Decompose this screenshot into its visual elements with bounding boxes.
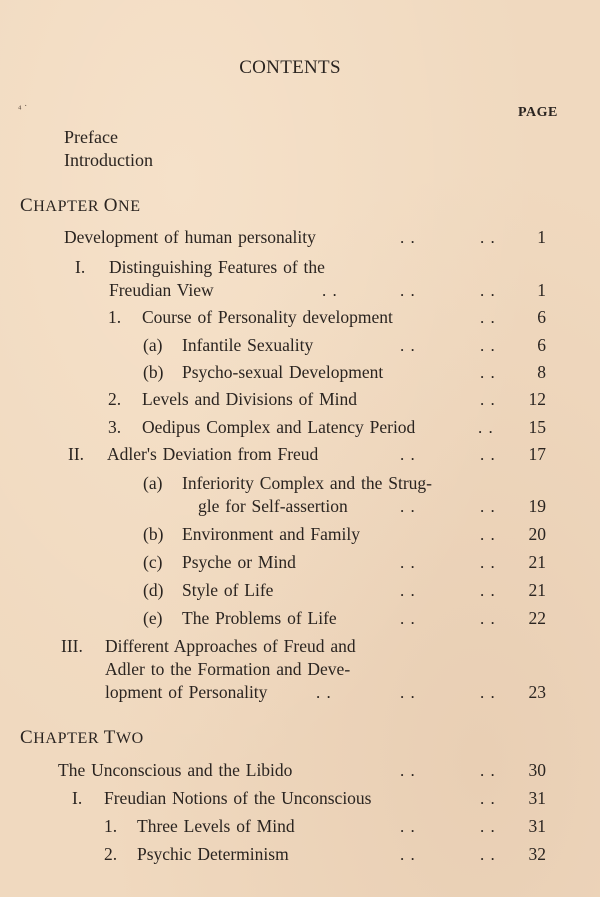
leader-dots: . . bbox=[400, 845, 416, 864]
margin-mark: ⁴ ˙ bbox=[18, 104, 28, 115]
leader-dots: . . bbox=[480, 497, 496, 516]
toc-entry-text: Psycho-sexual Development bbox=[182, 362, 384, 382]
leader-dots: . . bbox=[400, 228, 416, 247]
toc-entry-text: Distinguishing Features of the bbox=[109, 257, 325, 277]
toc-entry-text: Adler's Deviation from Freud bbox=[107, 444, 319, 464]
toc-page-number: 21 bbox=[528, 552, 546, 572]
toc-page-number: 22 bbox=[528, 608, 546, 628]
toc-entry-text: Oedipus Complex and Latency Period bbox=[142, 417, 416, 437]
toc-entry-number: (b) bbox=[143, 524, 164, 544]
page-column-label: PAGE bbox=[518, 105, 558, 120]
toc-page-number: 19 bbox=[528, 496, 546, 516]
toc-entry-number: 3. bbox=[108, 417, 122, 437]
leader-dots: . . bbox=[480, 525, 496, 544]
leader-dots: . . bbox=[480, 553, 496, 572]
page-title: CONTENTS bbox=[239, 57, 341, 78]
toc-page-number: 21 bbox=[528, 580, 546, 600]
toc-entry-text: lopment of Personality bbox=[105, 682, 268, 702]
toc-entry-number: I. bbox=[75, 257, 86, 277]
toc-entry-text: Adler to the Formation and Deve- bbox=[105, 659, 351, 679]
toc-entry-number: (b) bbox=[143, 362, 164, 382]
chapter-two-heading: CHAPTER TWO bbox=[20, 727, 144, 748]
leader-dots: . . bbox=[480, 845, 496, 864]
leader-dots: . . bbox=[400, 497, 416, 516]
leader-dots: . . bbox=[400, 609, 416, 628]
toc-entry-number: I. bbox=[72, 788, 83, 808]
leader-dots: . . bbox=[480, 761, 496, 780]
toc-page-number: 8 bbox=[537, 362, 546, 382]
toc-page-number: 12 bbox=[528, 389, 546, 409]
leader-dots: . . bbox=[400, 336, 416, 355]
toc-entry-text: The Problems of Life bbox=[182, 608, 337, 628]
front-matter-preface: Preface bbox=[64, 127, 118, 147]
leader-dots: . . bbox=[480, 683, 496, 702]
toc-entry-number: (a) bbox=[143, 473, 163, 493]
leader-dots: . . bbox=[400, 581, 416, 600]
leader-dots: . . bbox=[400, 553, 416, 572]
toc-page-number: 6 bbox=[537, 307, 546, 327]
toc-page-number: 31 bbox=[528, 816, 546, 836]
leader-dots: . . bbox=[400, 761, 416, 780]
leader-dots: . . bbox=[400, 683, 416, 702]
toc-entry-text: Development of human personality bbox=[64, 227, 316, 247]
toc-entry-number: 2. bbox=[104, 844, 118, 864]
toc-entry-text: Different Approaches of Freud and bbox=[105, 636, 356, 656]
toc-entry-text: The Unconscious and the Libido bbox=[58, 760, 293, 780]
toc-page-number: 17 bbox=[528, 444, 546, 464]
toc-page-number: 31 bbox=[528, 788, 546, 808]
toc-entry-text: Freudian Notions of the Unconscious bbox=[104, 788, 372, 808]
toc-entry-text: Inferiority Complex and the Strug- bbox=[182, 473, 432, 493]
toc-entry-number: (a) bbox=[143, 335, 163, 355]
toc-entry-text: Psyche or Mind bbox=[182, 552, 296, 572]
toc-page-number: 32 bbox=[528, 844, 546, 864]
leader-dots: . . bbox=[480, 228, 496, 247]
toc-page-number: 6 bbox=[537, 335, 546, 355]
leader-dots: . . bbox=[400, 817, 416, 836]
toc-page-number: 23 bbox=[528, 682, 546, 702]
leader-dots: . . bbox=[480, 336, 496, 355]
toc-entry-text: Levels and Divisions of Mind bbox=[142, 389, 358, 409]
toc-entry-text: Psychic Determinism bbox=[137, 844, 289, 864]
leader-dots: . . bbox=[480, 308, 496, 327]
toc-entry-number: 1. bbox=[104, 816, 118, 836]
toc-page-number: 15 bbox=[528, 417, 546, 437]
toc-page-number: 1 bbox=[537, 280, 546, 300]
toc-entry-text: Environment and Family bbox=[182, 524, 360, 544]
leader-dots: . . bbox=[480, 390, 496, 409]
leader-dots: . . bbox=[480, 609, 496, 628]
toc-entry-number: (d) bbox=[143, 580, 164, 600]
leader-dots: . . bbox=[478, 418, 494, 437]
leader-dots: . . bbox=[480, 581, 496, 600]
leader-dots: . . bbox=[480, 817, 496, 836]
chapter-one-heading: CHAPTER ONE bbox=[20, 195, 141, 216]
leader-dots: . . bbox=[480, 281, 496, 300]
toc-entry-number: (e) bbox=[143, 608, 163, 628]
toc-entry-text: Three Levels of Mind bbox=[137, 816, 295, 836]
leader-dots: . . bbox=[322, 281, 338, 300]
toc-page-number: 30 bbox=[528, 760, 546, 780]
toc-entry-number: (c) bbox=[143, 552, 163, 572]
toc-entry-text: Infantile Sexuality bbox=[182, 335, 314, 355]
leader-dots: . . bbox=[480, 789, 496, 808]
front-matter-introduction: Introduction bbox=[64, 150, 153, 170]
leader-dots: . . bbox=[400, 281, 416, 300]
toc-entry-number: III. bbox=[61, 636, 83, 656]
toc-entry-number: 2. bbox=[108, 389, 122, 409]
leader-dots: . . bbox=[480, 363, 496, 382]
toc-entry-text: Freudian View bbox=[109, 280, 214, 300]
toc-entry-text: Style of Life bbox=[182, 580, 274, 600]
leader-dots: . . bbox=[400, 445, 416, 464]
leader-dots: . . bbox=[480, 445, 496, 464]
toc-entry-number: 1. bbox=[108, 307, 122, 327]
toc-entry-text: gle for Self-assertion bbox=[198, 496, 348, 516]
leader-dots: . . bbox=[316, 683, 332, 702]
toc-page-number: 20 bbox=[528, 524, 546, 544]
toc-entry-number: II. bbox=[68, 444, 85, 464]
toc-page-number: 1 bbox=[537, 227, 546, 247]
toc-entry-text: Course of Personality development bbox=[142, 307, 393, 327]
